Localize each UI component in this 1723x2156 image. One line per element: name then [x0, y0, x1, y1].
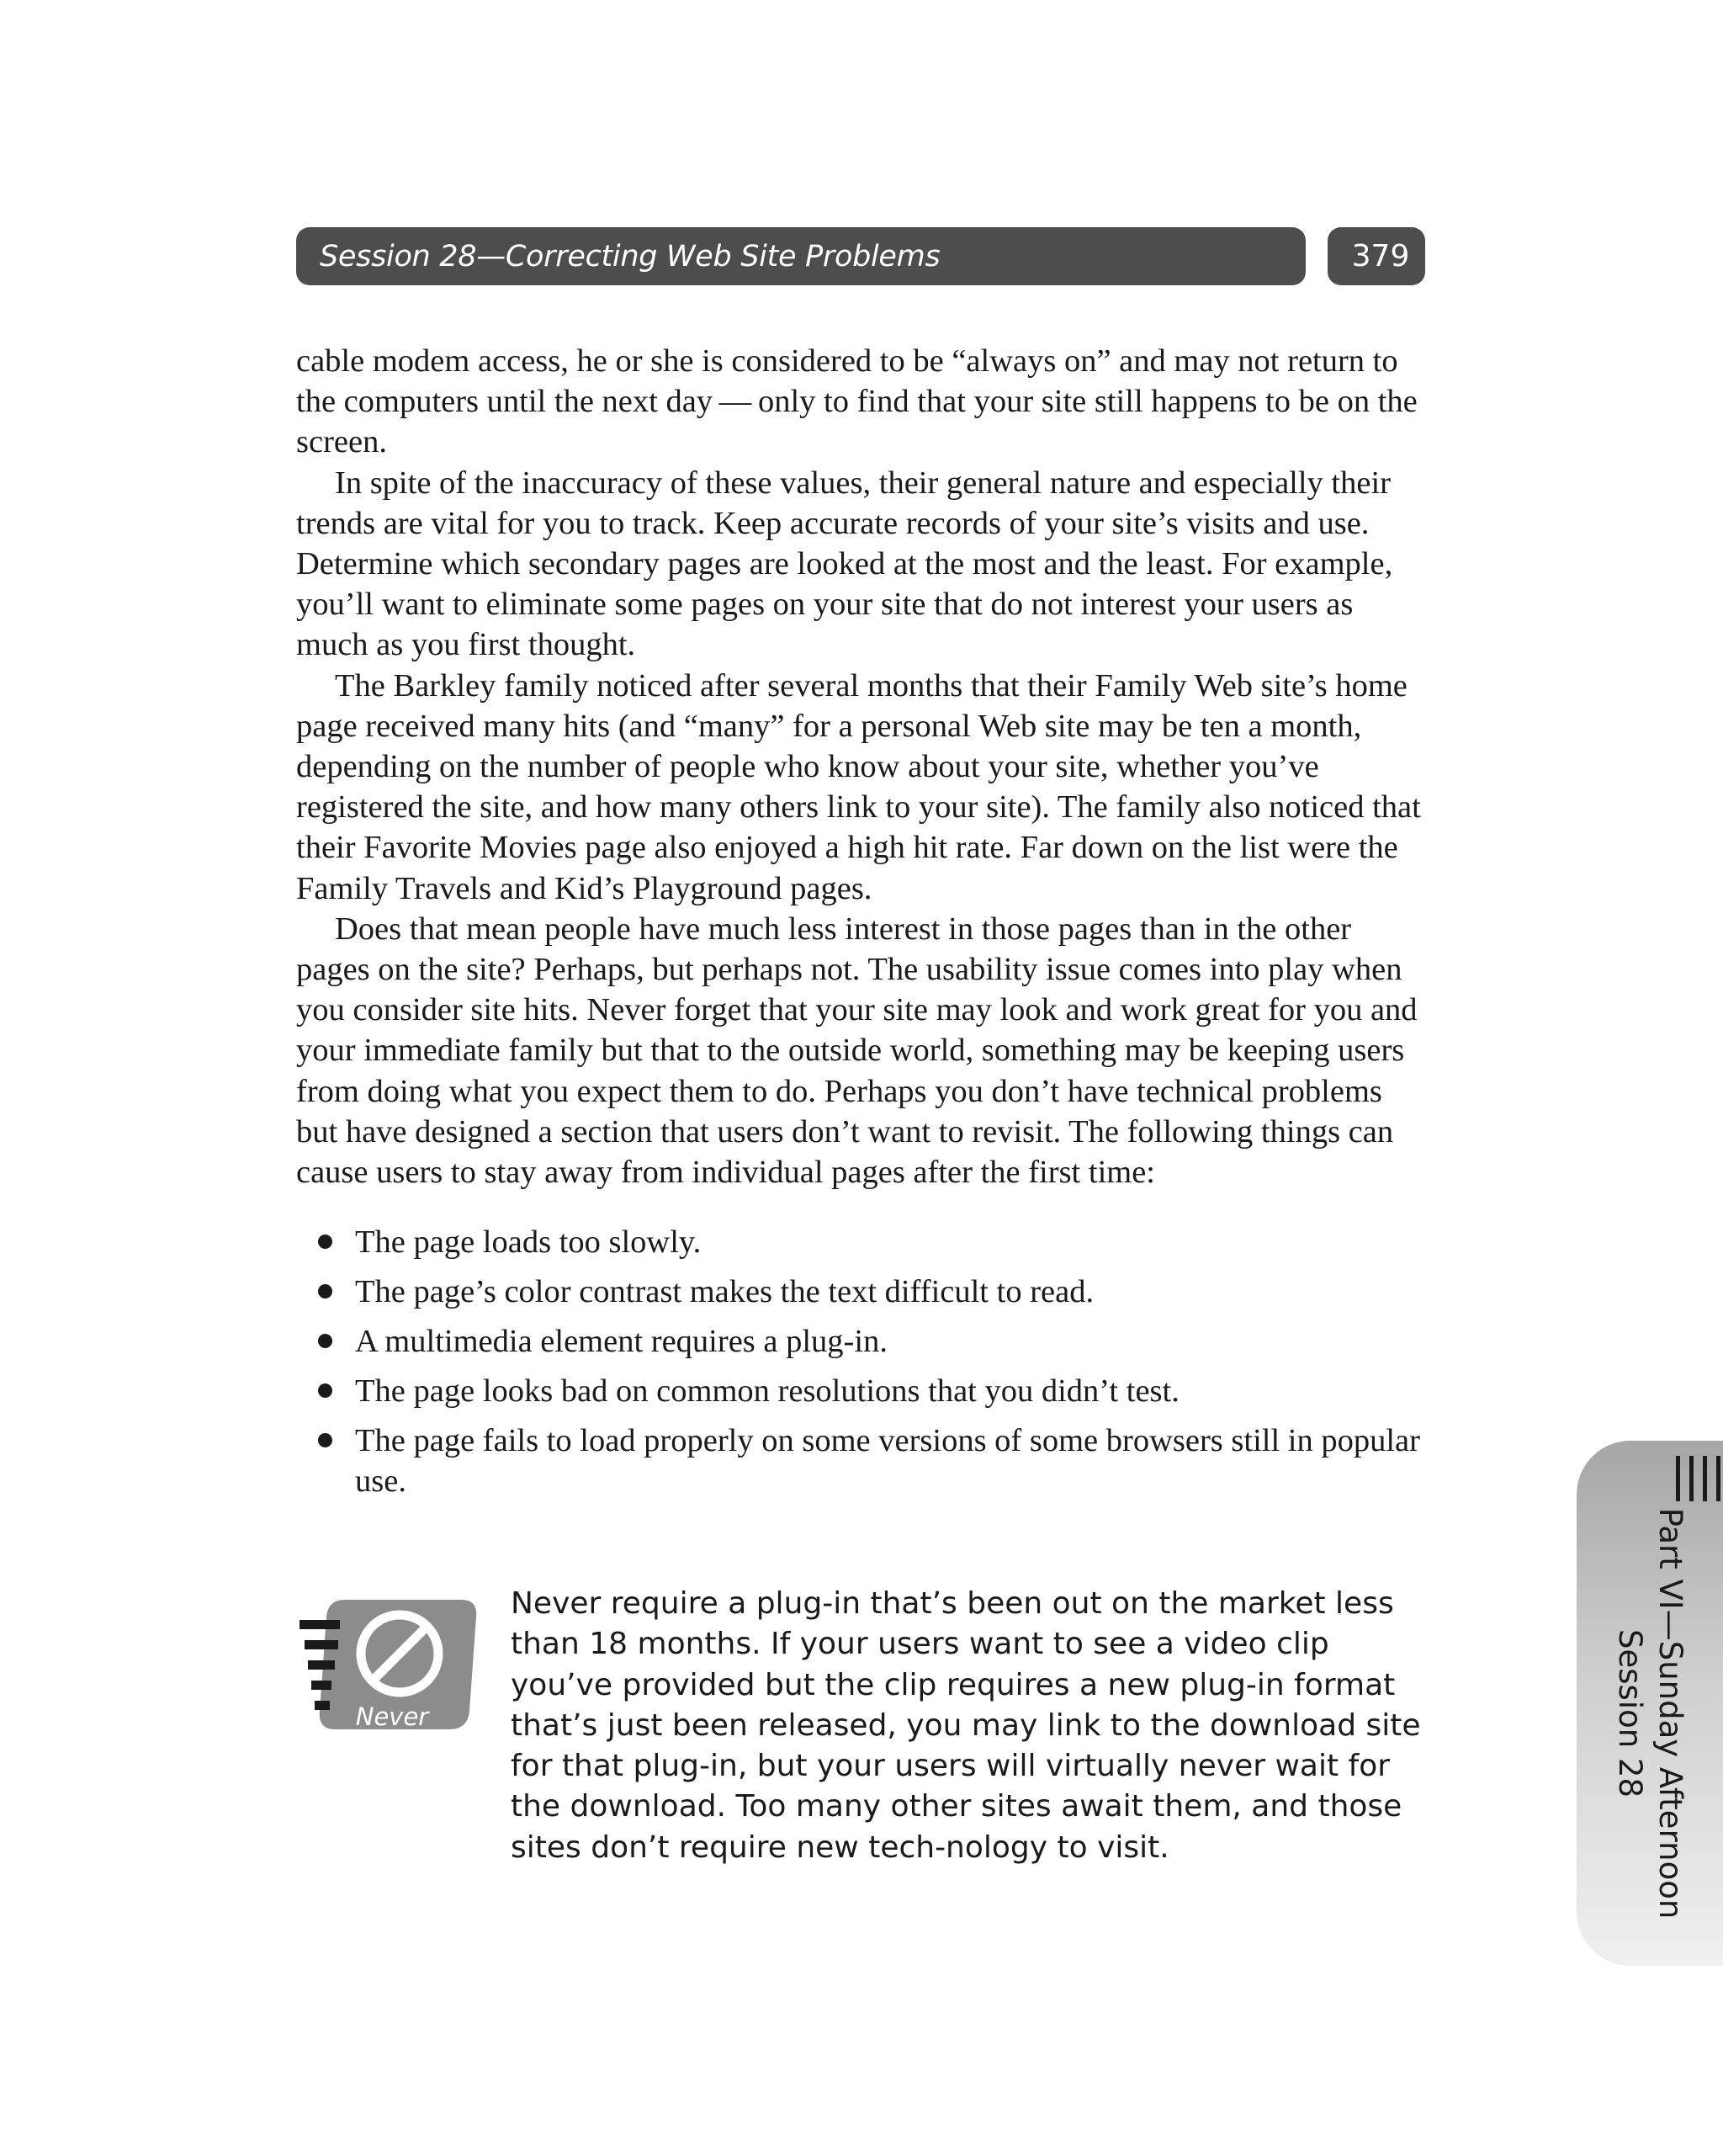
- side-tab-text: [1577, 1441, 1723, 1966]
- bullet-list: [296, 1222, 1429, 1501]
- prohibited-icon: [296, 1593, 481, 1740]
- list-item-text: The page looks bad on common resolutions that you didn’t test.: [355, 1373, 1180, 1410]
- list-item-text: The page’s color contrast makes the text difficult to read.: [355, 1274, 1095, 1310]
- list-item: [296, 1371, 1429, 1411]
- list-item-text: The page loads too slowly.: [355, 1224, 702, 1261]
- page-number-box: [1328, 227, 1425, 285]
- paragraph: In spite of the inaccuracy of these values, their general nature and especially their trends are vital for you to track. Keep accurate records of your site’s visits and use. Determine which secondary pages are looked at the most and the least. For example, you’ll want to eliminate some pages on your site that do not interest your users as much as you first thought.: [296, 465, 1393, 663]
- paragraph: The Barkley family noticed after several months that their Family Web site’s home page received many hits (and “many” for a personal Web site may be ten a month, depending on the number of people who know about your site, whether you’ve registered the site, and how many others link to your site). The family also noticed that their Favorite Movies page also enjoyed a high hit rate. Far down on the list were the Family Travels and Kid’s Playground pages.: [296, 667, 1421, 906]
- list-item: [296, 1321, 1429, 1362]
- paragraph: cable modem access, he or she is considered to be “always on” and may not return to the computers until the next day — only to find that your site still happens to be on the screen.: [296, 343, 1418, 460]
- paragraph: Does that mean people have much less interest in those pages than in the other pages on the site? Perhaps, but perhaps not. The usability issue comes into play when you consider site hits. Never forget that your site may look and work great for you and your immediate family but that to the outside world, something may be keeping users from doing what you expect them to do. Perhaps you don’t have technical problems but have designed a section that users don’t want to revisit. The following things can cause users to stay away from individual pages after the first time:: [296, 911, 1418, 1191]
- running-head-title: Session 28—Correcting Web Site Problems: [320, 239, 941, 273]
- list-item: [296, 1222, 1429, 1262]
- side-tab-part: Part VI—Sunday Afternoon: [1652, 1508, 1689, 1920]
- bullet-icon: [318, 1284, 332, 1298]
- never-icon-label: Never: [355, 1702, 429, 1731]
- never-note-icon: [296, 1593, 481, 1740]
- note-text: Never require a plug-in that’s been out on the market less than 18 months. If your users want to see a video clip you’ve provided but the clip requires a new plug-in format that’s just been released, you may link to the download site for that plug-in, but your users will virtually never wait for the download. Too many other sites await them, and those sites don’t require new tech-nology to visit.: [511, 1586, 1421, 1865]
- side-tab-session: Session 28: [1612, 1629, 1648, 1798]
- bullet-icon: [318, 1334, 332, 1348]
- page-number: 379: [1351, 239, 1410, 273]
- list-item: [296, 1272, 1429, 1312]
- bullet-icon: [318, 1235, 332, 1249]
- bullet-icon: [318, 1383, 332, 1398]
- side-tab-label: [1609, 1508, 1690, 1920]
- list-item: [296, 1421, 1429, 1501]
- list-item-text: The page fails to load properly on some versions of some browsers still in popular use.: [355, 1423, 1420, 1500]
- body-text: [296, 341, 1429, 1511]
- running-header: [296, 227, 1306, 285]
- list-item-text: A multimedia element requires a plug-in.: [355, 1324, 888, 1360]
- bullet-icon: [318, 1433, 332, 1447]
